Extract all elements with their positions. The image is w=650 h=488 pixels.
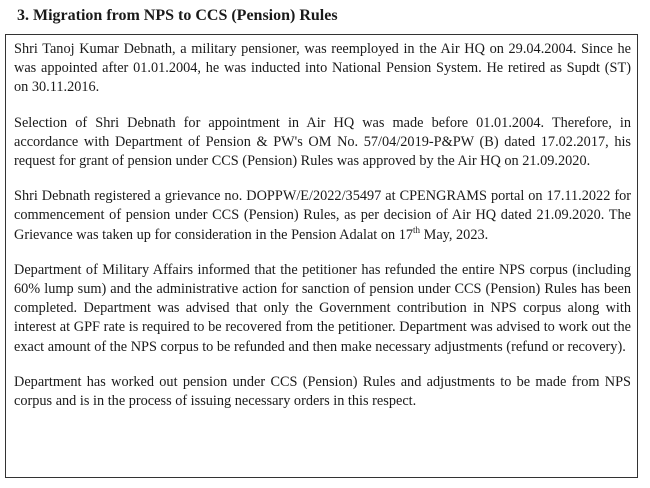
paragraph-pension-approval: Selection of Shri Debnath for appointment in Air HQ was made before 01.01.2004. Therefore, in accordance with Department of Pension & PW's OM No. 57/04/2019-P&PW (B) dated 17.02.2017, his request for grant of pension under CCS (Pension) Rules was approved by the Air HQ on 21.09.2020. bbox=[14, 114, 631, 170]
paragraph-nps-refund: Department of Military Affairs informed that the petitioner has refunded the entire NPS corpus (including 60% lump sum) and the administrative action for sanction of pension under CCS (Pension) Rules has been completed. Department was advised that only the Government contribution in NPS corpus along with interest at GPF rate is required to be recovered from the petitioner. Department was advised to work out the exact amount of the NPS corpus to be refunded and then make necessary adjustments (refund or recovery). bbox=[14, 261, 631, 355]
paragraph-orders-in-process: Department has worked out pension under CCS (Pension) Rules and adjustments to be made from NPS corpus and is in the process of issuing necessary orders in this respect. bbox=[14, 373, 631, 410]
paragraph-grievance bbox=[14, 187, 631, 245]
section-heading: 3. Migration from NPS to CCS (Pension) Rules bbox=[17, 7, 338, 24]
grievance-text: Shri Debnath registered a grievance no. DOPPW/E/2022/35497 at CPENGRAMS portal on 17.11.2022 for commencement of pension under CCS (Pension) Rules, as per decision of Air HQ dated 21.09.2020. The Grievance was taken up for consideration in the Pension Adalat on 17 bbox=[14, 188, 631, 243]
ordinal-suffix: th bbox=[413, 224, 421, 235]
grievance-date-tail: May, 2023. bbox=[420, 226, 489, 243]
section-content-box bbox=[5, 34, 638, 478]
paragraph-reemployment: Shri Tanoj Kumar Debnath, a military pensioner, was reemployed in the Air HQ on 29.04.2004. Since he was appointed after 01.01.2004, he was inducted into National Pension System. He retired as Supdt (ST) on 30.11.2016. bbox=[14, 41, 631, 96]
